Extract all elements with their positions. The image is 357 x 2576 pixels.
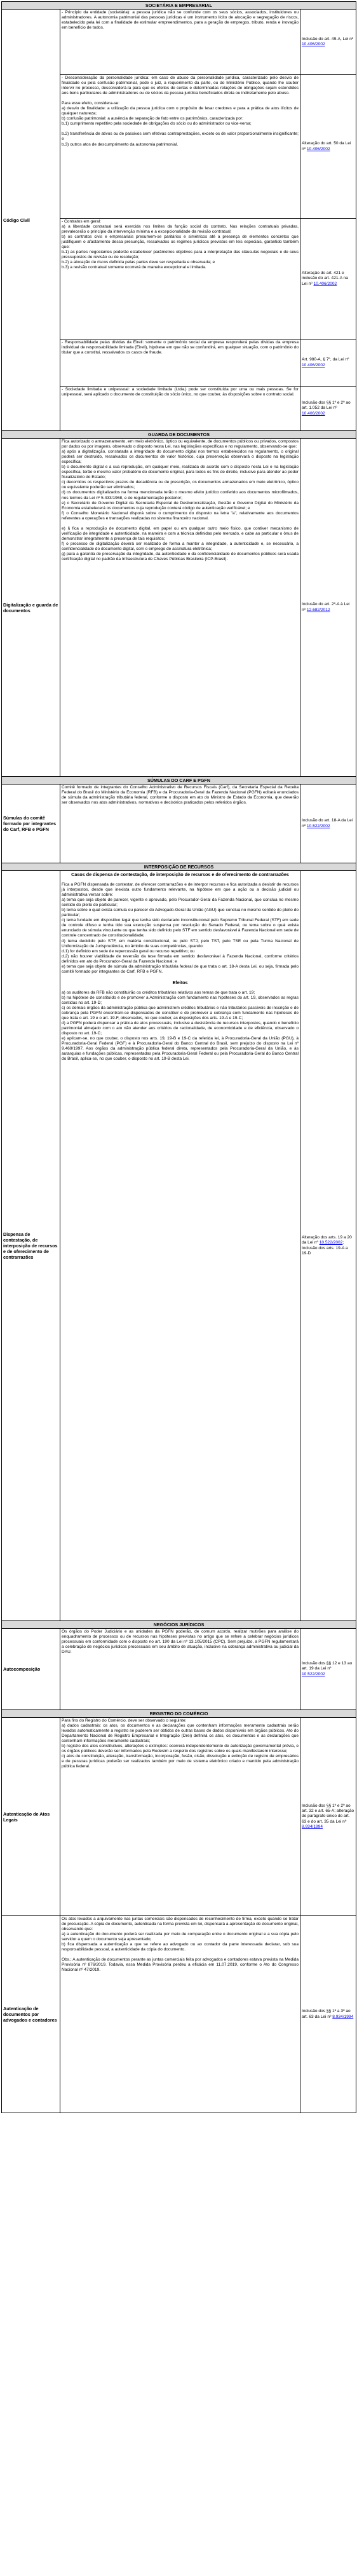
reference-text: Alteração dos arts. 19 a 20 da Lei nº — [302, 1235, 352, 1245]
reference-text: Inclusão dos §§ 1º e 2º ao art. 1.052 da Lei nº — [302, 401, 351, 411]
description-text: a) os auditores da RFB não constituirão os créditos tributários relativos aos temas de que trata o art. 19; b) na hipótese de constituído e de promover a Administração com fundamento nas hipóteses do art. 19, observados as regras contidas no art. 19-D; c) os demais órgãos da administração pública que administrem créditos tributários e não tributários passíveis de inscrição e de cobrança pela PGFN encontram-se dispensados de constituir e de promover a cobrança com fundamento nas hipóteses de que trata o art. 19 e o art. 19-F, observados, no que couber, as disposições dos arts. 19-A e 19-C; d) a PGFN poderá dispensar a prática de atos processuais, inclusive a desistência de recursos interpostos, quando o benefício patrimonial almejado com o ato não atender aos critérios de racionalidade, de economicidade e de eficiência, observado o disposto no art. 19-C; e) aplicam-se, no que couber, o disposto nos arts. 19, 19-B e 19-C da referida lei, à Procuradoria-Geral da União (PGU), à Procuradoria-Geral Federal (PGF) e à Procuradoria-Geral do Banco Central do Brasil, sem prejuízo do disposto na Lei nº 9.469/1997. Aos órgãos da administração pública federal direta, representados pela Procuradoria-Geral da União, e às autarquias e fundações públicas, representadas pela Procuradoria-Geral Federal ou pela Procuradoria-Geral do Banco Central do Brasil, aplica-se, no que couber, o disposto no art. 19-B desta Lei. — [62, 990, 299, 1062]
law-link[interactable]: 10.522/2002 — [306, 823, 330, 828]
law-link[interactable]: 10.406/2002 — [302, 42, 325, 46]
description-cell — [60, 75, 300, 219]
reference-cell — [300, 219, 356, 339]
reference-cell — [300, 387, 356, 431]
topic-label: Súmulas do comitê formado por integrantes do Carf, RFB e PGFN — [2, 784, 60, 863]
reference-text: Inclusão do art. 49-A, Lei nº — [302, 36, 354, 41]
reference-text: Inclusão do art. 2º-A à Lei nº — [302, 602, 350, 612]
reference-cell — [300, 1718, 356, 1916]
subsection-heading: Casos de dispensa de contestação, de interposição de recursos e de oferecimento de contrarrazões — [71, 872, 289, 877]
topic-label: Autenticação de Atos Legais — [2, 1718, 60, 1916]
description-text: - Princípio da entidade (societária): a pessoa jurídica não se confunde com os seus sócios, associados, instituidores ou administradores. A autonomia patrimonial das pessoas jurídicas é um instrumento lícito de alocação e segregação de riscos, estabelecido pela lei com a finalidade de estimular empreendimentos, para a geração de empregos, tributo, renda e inovação em benefício de todos. — [62, 10, 299, 31]
description-text: Obs.: A autenticação de documentos perante as juntas comerciais feita por advogados e contadores estava prevista na Medida Provisória nº 876/2019. Todavia, essa Medida Provisória perdeu a eficácia em 11.07.2019, conforme o Ato do Congresso Nacional nº 47/2019. — [62, 1957, 299, 1973]
law-link[interactable]: 10.406/2002 — [302, 362, 325, 367]
topic-label: Dispensa de contestação, de interposição de recursos e de oferecimento de contrarrazões — [2, 871, 60, 1621]
description-text: - Desconsideração da personalidade jurídica: em caso de abuso da personalidade jurídica, caracterizado pelo desvio de finalidade ou pela confusão patrimonial, pode o juiz, a requerimento da parte, ou do Ministério Público, quando lhe couber intervir no processo, desconsiderá-la para que os efeitos de certas e determinadas relações de obrigações sejam estendidos aos bens particulares de administradores ou de sócios da pessoa jurídica beneficiados direta ou indiretamente pelo abuso. — [62, 76, 299, 96]
section-header: GUARDA DE DOCUMENTOS — [2, 431, 356, 439]
description-cell — [60, 1629, 300, 1710]
section-header: SOCIETÁRIA E EMPRESARIAL — [2, 2, 356, 10]
description-text: Para fins do Registro do Comércio, deve ser observado o seguinte: a) dados cadastrais: os atos, os documentos e as declarações que contenham informações meramente cadastrais serão levados automaticamente a registro se puderem ser obtidos de outras bases de dados disponíveis em órgãos públicos. Ato do Departamento Nacional de Registro Empresarial e Integração (Drei) definirá os atos, os documentos e as declarações que contenham informações meramente cadastrais; b) registro dos atos constitutivos, alterações e extinções: ocorrerá independentemente de autorização governamental prévia, e os órgãos públicos deverão ser informados pela Redesim a respeito dos registros sobre os quais manifestarem interesse; c) atos de constituição, alteração, transformação, incorporação, fusão, cisão, dissolução e extinção de registro de empresários e de pessoas jurídicas poderão ser realizados também por meio de sistema eletrônico criado e mantido pela administração pública federal. — [62, 1718, 299, 1769]
topic-label: Código Civil — [2, 10, 60, 431]
law-link[interactable]: 10.522/2002 — [319, 1240, 343, 1245]
description-cell — [60, 387, 300, 431]
description-text: Comitê formado de integrantes do Conselho Administrativo de Recursos Fiscais (Carf), da Secretaria Especial da Receita Federal do Brasil do Ministério da Economia (RFB) e da Procuradoria-Geral da Fazenda Nacional (PGFN) editará enunciados de súmula da administração tributária federal, conforme o disposto em ato do Ministro de Estado da Economia, que deverão ser observados nos atos administrativos, normativos e decisórios praticados pelos referidos órgãos. — [62, 785, 299, 805]
description-cell — [60, 1718, 300, 1916]
description-cell — [60, 439, 300, 777]
reference-text: ; Inclusão dos arts. 19-A a 19-D — [302, 1240, 348, 1256]
reference-text: Inclusão do art. 18-A da Lei nº — [302, 818, 353, 828]
description-cell — [60, 219, 300, 339]
reference-text: Alteração do art. 421 e inclusão do art. 421-A na Lei nº — [302, 271, 348, 286]
reference-text: Art. 980-A, § 7º, da Lei nº — [302, 357, 349, 362]
description-text: Os atos levados a arquivamento nas juntas comerciais são dispensados de reconhecimento de firma, exceto quando se tratar de procuração. A cópia de documento, autenticada na forma prevista em lei, dispensará a apresentação de documento original, observando que: a) a autenticação do documento poderá ser realizada por meio de comparação entre o documento original e a sua cópia pelo servidor a quem o documento seja apresentado; b) fica dispensada a autenticação a que se refere ao advogado ou ao contador da parte interessada declarar, sob sua responsabilidade pessoal, a autenticidade da cópia do documento. — [62, 1917, 299, 1952]
law-link[interactable]: 12.682/2012 — [306, 607, 330, 612]
reference-text: Inclusão dos §§ 12 e 13 ao art. 19 da Lei nº — [302, 1661, 353, 1671]
law-link[interactable]: 8.934/1994 — [302, 1824, 323, 1829]
description-text: Fica autorizado o armazenamento, em meio eletrônico, óptico ou equivalente, de documentos públicos ou privados, compostos por dados ou por imagens, observado o disposto nesta Lei, nas legislações específicas e no regulamento, observando-se que: a) após a digitalização, constatada a integridade do documento digital nos termos estabelecidos no regulamento, o original poderá ser destruído, ressalvados os documentos de valor histórico, cuja preservação observará o disposto na legislação específica; b) o documento digital e a sua reprodução, em qualquer meio, realizada de acordo com o disposto nesta Lei e na legislação específica, terão o mesmo valor probatório do documento original, para todos os fins de direito, inclusive para atender ao poder fiscalizatório do Estado; c) decorridos os respectivos prazos de decadência ou de prescrição, os documentos armazenados em meio eletrônico, óptico ou equivalente poderão ser eliminados; d) os documentos digitalizados na forma mencionada terão o mesmo efeito jurídico conferido aos documentos microfilmados, nos termos da Lei nº 5.433/1968, e de regulamentação posterior; e) o Secretário de Governo Digital da Secretaria Especial de Desburocratização, Gestão e Governo Digital do Ministério da Economia estabelecerá os documentos cuja reprodução conterá código de autenticação verificável; e f) o Conselho Monetário Nacional disporá sobre o cumprimento do disposto na letra "a", relativamente aos documentos referentes a operações e transações realizadas no sistema financeiro nacional. — [62, 439, 299, 521]
law-link[interactable]: 10.406/2002 — [306, 146, 330, 151]
topic-label: Digitalização e guarda de documentos — [2, 439, 60, 777]
reference-cell — [300, 439, 356, 777]
law-link[interactable]: 10.406/2002 — [313, 281, 337, 286]
law-link[interactable]: 10.406/2002 — [302, 411, 325, 416]
reference-cell — [300, 75, 356, 219]
reference-cell — [300, 871, 356, 1621]
section-header: INTERPOSIÇÃO DE RECURSOS — [2, 863, 356, 871]
description-text: Os órgãos do Poder Judiciário e as unidades da PGFN poderão, de comum acordo, realizar mutirões para análise do enquadramento de processos ou de recursos nas hipóteses previstas no artigo que se refere a celebrar negócios jurídicos processuais em conformidade com o disposto no art. 190 da Lei nº 13.105/2015 (CPC). Sem prejuízo, a PGFN regulamentará a celebração de negócios jurídicos processuais em seu âmbito de atuação, inclusive na cobrança administrativa ou judicial da DAU. — [62, 1629, 299, 1655]
description-cell — [60, 871, 300, 1621]
section-header: NEGÓCIOS JURÍDICOS — [2, 1621, 356, 1629]
reference-text: Inclusão dos §§ 1º a 3º ao art. 63 da Lei nº — [302, 2009, 351, 2019]
reference-cell — [300, 1916, 356, 2113]
section-header: REGISTRO DO COMÉRCIO — [2, 1710, 356, 1718]
reference-cell — [300, 339, 356, 387]
section-header: SÚMULAS DO CARF E PGFN — [2, 777, 356, 784]
description-text: - Contratos em geral: a) a liberdade contratual será exercida nos limites da função social do contrato. Nas relações contratuais privadas, prevalecerão o princípio da intervenção mínima e a excepcionalidade da revisão contratual; b) os contratos civis e empresariais presumem-se paritários e simétricos até a presença de elementos concretos que justifiquem o afastamento dessa presunção, ressalvados os regimes jurídicos previstos em leis especiais, garantido também que: b.1) as partes negociantes poderão estabelecer parâmetros objetivos para a interpretação das cláusulas negociais e de seus pressupostos de revisão ou de resolução; b.2) a alocação de riscos definida pelas partes deve ser respeitada e observada; e b.3) a revisão contratual somente ocorrerá de maneira excepcional e limitada. — [62, 219, 299, 270]
reference-text: Inclusão dos §§ 1º e 2º ao art. 32 e art. 65-A; alteração do parágrafo único do art. 63 e do art. 35 da Lei nº — [302, 1804, 354, 1824]
topic-label: Autocomposição — [2, 1629, 60, 1710]
reference-cell — [300, 1629, 356, 1710]
reference-cell — [300, 784, 356, 863]
legal-changes-table — [1, 1, 356, 2113]
description-text: e) § fica a reprodução de documento digital, em papel ou em qualquer outro meio físico, que contiver mecanismo de verificação de integridade e autenticidade, na maneira e com a técnica definidas pelo mercado, e cabe ao particular o ônus de demonstrar integralmente a presença de tais requisitos; f) o processo de digitalização deverá ser realizado de forma a manter a integridade, a autenticidade e, se necessário, a confidencialidade do documento digital, com o emprego de assinatura eletrônica; g) para a garantia de preservação da integridade, da autenticidade e da confidencialidade de documentos públicos será usada certificação digital no padrão da Infraestrutura de Chaves Públicas Brasileira (ICP-Brasil). — [62, 526, 299, 562]
reference-cell — [300, 10, 356, 75]
description-text: - Sociedade limitada e unipessoal: a sociedade limitada (Ltda.) pode ser constituída por uma ou mais pessoas. Se for unipessoal, será aplicado o documento de constituição do sócio único, no que couber, às disposições sobre o contrato social. — [62, 387, 299, 397]
subsection-heading: Efeitos — [172, 979, 188, 985]
description-text: Para esse efeito, considera-se: a) desvio de finalidade: a utilização da pessoa jurídica com o propósito de lesar credores e para a prática de atos ilícitos de qualquer natureza; b) confusão patrimonial: a ausência de separação de fato entre os patrimônios, caracterizada por: b.1) cumprimento repetitivo pela sociedade de obrigações do sócio ou do administrador ou vice-versa; — [62, 101, 299, 127]
reference-text: Alteração do art. 50 da Lei nº — [302, 141, 351, 151]
description-cell — [60, 10, 300, 75]
law-link[interactable]: 8.934/1994 — [332, 2014, 354, 2019]
description-text: - Responsabilidade pelas dívidas da Eireli: somente o patrimônio social da empresa responderá pelas dívidas da empresa individual de responsabilidade limitada (Eireli), hipótese em que não se confundirá, em qualquer situação, com o patrimônio do titular que a constitui, ressalvados os casos de fraude. — [62, 340, 299, 355]
description-cell — [60, 339, 300, 387]
description-text: b.2) transferência de ativos ou de passivos sem efetivas contraprestações, exceto os de valor proporcionalmente insignificante; e b.3) outros atos de descumprimento da autonomia patrimonial. — [62, 132, 299, 147]
law-link[interactable]: 10.522/2002 — [302, 1671, 325, 1676]
description-text: Fica a PGFN dispensada de contestar, de oferecer contrarrazões e de interpor recursos e fica autorizada a desistir de recursos já interpostos, desde que inexista outro fundamento relevante, na hipótese em que a ação ou a decisão judicial ou administrativa versar sobre: a) tema que seja objeto de parecer, vigente e aprovado, pelo Procurador-Geral da Fazenda Nacional, que conclua no mesmo sentido do pleito do particular; b) tema sobre o qual exista súmula ou parecer do Advogado-Geral da União (AGU) que conclua no mesmo sentido do pleito do particular; c) tema fundado em dispositivo legal que tenha sido declarado inconstitucional pelo Supremo Tribunal Federal (STF) em sede de controle difuso e tenha tido sua execução suspensa por resolução do Senado Federal, ou tema sobre o qual exista enunciado de súmula vinculante ou que tenha sido definido pelo STF em sentido desfavorável à Fazenda Nacional em sede de controle concentrado de constitucionalidade; d) tema decidido pelo STF, em matéria constitucional, ou pelo STJ, pelo TST, pelo TSE ou pela Turma Nacional de Uniformização de Jurisprudência, no âmbito de suas competências, quando: d.1) for definido em sede de repercussão geral ou recurso repetitivo; ou d.2) não houver viabilidade de reversão da tese firmada em sentido desfavorável à Fazenda Nacional, conforme critérios definidos em ato do Procurador-Geral da Fazenda Nacional; e e) tema que seja objeto de súmula da administração tributária federal de que trata o art. 18-A desta Lei, ou seja, firmada pelo comitê formado por integrantes do Carf, RFB e PGFN. — [62, 882, 299, 974]
description-cell — [60, 1916, 300, 2113]
description-cell — [60, 784, 300, 863]
topic-label: Autenticação de documentos por advogados e contadores — [2, 1916, 60, 2113]
